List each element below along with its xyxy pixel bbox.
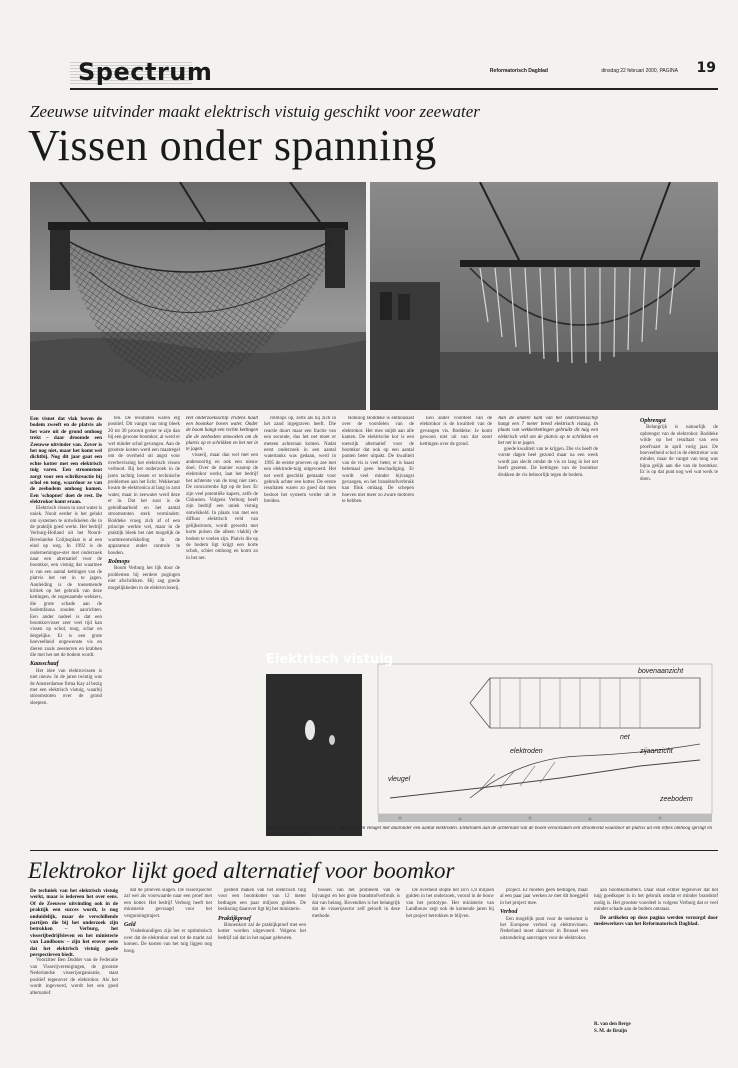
article2-column-2 [124,888,212,1038]
article2-col1-body: Voorzitter Ben Dudder van de Federatie van Visserijverenigingen, de grootste Nederlandse visserijorganisatie, staat positief tegenover de elektrokor. Als het wordt ingevoerd, wordt het een goed alternatief. [30,958,118,996]
article1-col2-body: ten. De resultaten waren erg positief. Dit vangst van tong bleek 20 tot 30 procent groter te zijn dan bij een gewone boomkor, al werd er wel minder schol gevangen. Aan de grootste kosten werd een maatregel om de overheid uit angst voor overbevissing het elektrisch vissen verbood. Bij het onderzoek in de jaren tachtig lossen er technische problemen aan het licht. Wekkeraar kwam de elektronica al lang in zout water, maar in zeewater werd deze er in. Dat het zout is de geleidbaarheid en het aantal stroomstoten sterk vermindert. Boddeke vroeg zich af of een principe werkte wel, maar in de praktijk bleek het niet mogelijk de warmteontwikkeling in de apparatuur onder controle te houden. [108,416,180,556]
article1-lead: Een visnet dat vlak boven de bodem zweeft en de platvis als het ware uit de grond omhoog trekt – daar droomde een Zeeuwse uitvinder van. Zover is het nog niet, maar het komt wel dichtbij. Nog dit jaar gaat een echte kotter met een elektrisch tuig varen. Een stroomstoot zorgt voor een schrikreactie bij schol en tong, waardoor ze van de zeebodem omhoog komen. Een 'schopnet' doet de rest. De elektrokor komt eraan. [30,416,102,506]
article1-col1-tail: Het idee van elektrovissen is niet nieuw. In de jaren twintig was de Amsterdamse firma Kay al bezig met een elektrisch vistuig, waarbij stroomstoten over de grond sleepten. [30,668,102,706]
article2-col3-body: gesteld maken van het elektrisch tuig voor een boomkotter van 12 meter bedragen een paar miljoen gulden. De beslissing daarover ligt bij het ministerie. [218,888,306,913]
article1-column-6 [420,416,492,644]
article1-col5-tail: Een ander voordeel van de elektrokor is de kwaliteit van de gevangen vis. Boddeke: Je komt gewoon niet uit van dat soort kettingen over de grond. [420,416,492,447]
article1-col5-body: Rolkoog Boddeke is enthousiast over de voordelen van de elektrokor. Het mes snijdt aan alle kanten. De elektrische kor is een toetsrijk alternatief voor de boomkor dat ook op een aantal punten beter uitpakt. De kwaliteit van de vis is veel beter, er is haast helemaal geen beschadiging. Er wordt veel minder bijvangst gevangen, en het brandstofverbruik kan flink omlaag. De schepen hoeven niet meer zo zware motoren te hebben. [342,416,414,505]
photo2-caption: Aan de andere kant van het onderzoeksschip hangt een 7 meter breed elektrisch vistuig. In plaats van wekkerkettingen gebruikt dit tuig een elektrisch veld om de platvis op te schrikken en het net in te jagen. [498,416,598,446]
masthead-rule [70,88,718,90]
article1-column-7 [498,416,598,644]
graphic-label-electrodes: elektroden [510,748,543,755]
article2-subhead-geld: Geld [124,922,136,929]
author-1: R. van den Berge [594,1022,631,1027]
article2-col6-body: project. Er moeten geen bedragen, maar al een paar jaar werken ze met dit boeggeld in het project mee. [500,888,588,906]
article1-col6-body: goede kwaliteit van te krijgen. Die vis heeft de vorste dagen heel gezond maar na een week wordt pas slecht omdat de vis zo lang in het net heeft gezeten. De kettingen van de boomkor drukken de vis behoorlijk tegen de bodem. [498,447,598,478]
paper-name: Reformatorisch Dagblad [489,68,548,74]
article1-col3-body: visserij, maar dan wel met een andersoortig en ook een nieuw doel. Over de manier waarop de elektrokor werkt, laat het bedrijf het achterste van de tong niet zien. De concurrentie ligt op de loer. Er zijn veel potentiële kapers, zelfs de Chinezen. Volgens Verburg heeft zijn bedrijf een uniek vistuig ontwikkeld. In plaats van met een diffuus elektrisch veld van gelijkstroom, wordt gewerkt met korte pulsen die alleen vlakbij de bodem te voelen zijn. Platvis die op de bodem ligt krijgt een korte schok, schiet omhoog en komt zo in het net. [186,453,258,561]
infographic-elektrisch-vistuig [260,648,718,843]
article2-column-4 [312,888,400,1038]
article1-column-3 [186,416,258,644]
article2-column-6 [500,888,588,1038]
article1-col4-body: rolmops op, zelfs als hij zich in het zand ingegraven heeft. Die reactie duurt maar een fractie van een seconde, dus het net moet er meteen achteraan komen. Nadat eerst onderzoek in een aantal watertanks was gedaan, werd in 1995 de eerste proeven op zee met een elektrode-tuig uitgevoerd. Het net werd geschikt gemaakt voor gebruik achter een kotter. De eerste resultaten waren zo goed dat men besloot het systeem verder uit te breiden. [264,416,336,505]
masthead [70,56,718,86]
article2-col6-tail: Een mogelijk punt voor de toekomst is het Europese verbod op elektrovissen. Nederland moet daarvoor in Brussel een uitzondering aanvragen voor de elektrokor. [500,916,588,941]
photo1-caption: Het onderzoeksschip Tridens haalt een boomkor boven water. Onder de boom hangt een rechte kettingen die de zeebodem omwoelen om de platvis op te schrikken en het net in te jagen. [186,416,258,453]
article2-col7-body: aan boomkorkotters. Daar staat echter tegenover dat het tuig goedkoper is in het gebruik omdat er minder brandstof nodig is. Het grootste voordeel is volgens Verburg dat er veel minder schade aan de bodem ontstaat. [594,888,718,913]
article2-col7-tail: De artikelen op deze pagina werden verzorgd door medewerkers van het Reformatorisch Dagblad. [594,914,718,928]
graphic-label-side-view: zijaanzicht [640,748,673,755]
graphic-label-net: net [620,734,630,741]
article2-column-7 [594,888,718,1018]
article2-column-3 [218,888,306,1038]
graphic-label-top-view: bovenaanzicht [638,668,684,675]
photo-elektrokor [370,182,718,410]
article2-col4-body: bossen van het probleem van de bijvangst en het grote brandstofverbruik is dat van belang. Bovendien is het belangrijk dat de visserijsector zelf gelooft in deze methode. [312,888,400,919]
section-title: Spectrum [78,58,213,86]
article2-subhead-praktijkproef: Praktijkproef [218,915,251,922]
article2-col2-body: dat de proeven slagen. De visserijsector zal wel als voorwaarde naar een proef met een kotter. Het bedrijf Verburg heeft het ministerie gevraagd voor het vergunningtraject. [124,888,212,919]
dateline: dinsdag 22 februari 2000, PAGINA [601,68,678,74]
article2-col3-tail: Binnenkort zal de praktijkproef met een kotter worden uitgevoerd. Volgens het bedrijf zal dat in het najaar gebeuren. [218,923,306,941]
graphic-caption: Aan de voorkant van het elektrisch vistuig zit een vleugel met daaronder een aantal elektroden. Elektroden aan de achterkant van de boom veroorzaken een stroomveld waardoor de platvis uit een reflex omhoog springt en in het net terechtkomt. [266,826,712,838]
article2-lead: De techniek van het elektrisch vistuig werkt, maar is iedereen het over eens. Of de Zeeuwse uitvinding ook in de praktijk een succes wordt, is nog onduidelijk, maar de verschillende partijen die bij het onderzoek zijn betrokken – Verburg, het visserijbedrijfsleven en het ministerie van Landbouw – zijn het erover eens dat het elektrisch vistuig goede perspectieven biedt. [30,888,118,959]
article1-subhead-rolmops: Rolmops [108,558,130,565]
article2-col5-body: De overheid stopte het zo'n 1,8 miljoen gulden in het onderzoek, vooral in de bouw van het prototype. Het ministerie van Landbouw zegt ook de komende jaren bij het project betrokken te blijven. [406,888,494,919]
article1-column-4 [264,416,336,644]
page-number: 19 [696,60,716,76]
article-kicker: Zeeuwse uitvinder maakt elektrisch vistuig geschikt voor zeewater [30,102,480,121]
article-divider [30,850,718,851]
article1-subhead-opbrengst: Opbrengst [640,418,666,424]
article2-col2-tail: Visdeskundigen zijn het er optimistisch over dat de elektrokor snel tot de markt zal komen. De kosten van het tuig liggen nog hoog. [124,929,212,954]
article2-headline: Elektrokor lijkt goed alternatief voor boomkor [28,858,455,883]
article1-col6-tail: Belangrijk is natuurlijk de opbrengst van de elektrokor. Boddeke wilde op het resultaat van een proefvaart in april vorig jaar. De boeveelheid schol in de elektrokor was minder, maar de vangst van tong was bijna gelijk aan die van de boomkor. Er is op dat punt nog wel wat werk te doen. [640,425,718,482]
article1-col1-body: Elektrisch vissen in zout water is uniek. Nooit eerder is het gelukt om systemen te ontwikkelen die in de praktijk goed werkt. Het bedrijf Verburg-Holland uit het Noord-Bevelandse Colijnsplaat is al een eind op weg. In 1992 is de ondernemingse-ster met onderzoek naar een alternatief voor de boomkor, een vistuig dat waarmee is van een aantal kettingen van de platvis het net in te jagen. Aanleiding is de toenemende kritiek op het gebruik van deze kettingen, de zogenaamde wekkers, die grote schade aan de bodemfauna zouden aanrichten. Een ander nadeel is dat een boomkorvisser zeer veel tijd kan vissen op schol, tong, schar en dergelijke. Er is een grote hoeveelheid ongewenste vis en dieren zoals zeesterren en krabben die met het net de bodem wordt. [30,505,102,659]
article1-subhead-kaasschaaf: Kaasschaaf [30,661,59,668]
article1-column-1 [30,416,102,828]
article2-column-1 [30,888,118,1038]
article1-column-2 [108,416,180,828]
graphic-label-seabed: zeebodem [660,796,693,803]
photo-boomkor [30,182,366,410]
article1-column-5 [342,416,414,644]
graphic-title: Elektrisch vistuig [266,652,394,667]
article-headline: Vissen onder spanning [28,121,437,170]
author-2: S. M. de Bruijn [594,1029,627,1034]
graphic-label-wing: vleugel [388,776,411,783]
article2-column-5 [406,888,494,1038]
article2-subhead-verbod: Verbod [500,909,518,916]
article1-col2-tail: Boom Verburg het lijk door de problemen bij eerdere pogingen niet afschrikken. Hij zag goede mogelijkheden in de elektrovisserij. [108,566,180,591]
